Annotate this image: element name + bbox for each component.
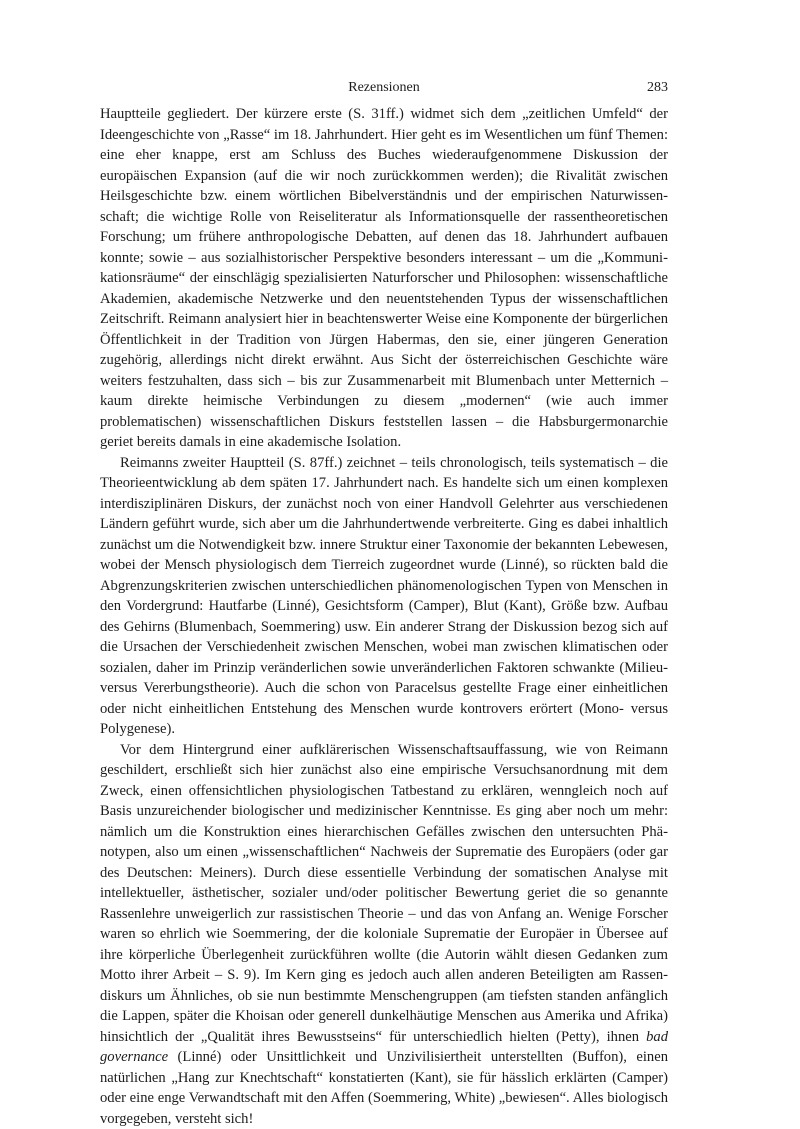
running-header	[100, 78, 668, 98]
paragraph-3-text-before: Vor dem Hintergrund einer aufklärerischen Wissenschaftsauffassung, wie von Reimann geschildert, erschließt sich hier zunächst also eine empirische Versuchsanordnung mit dem Zweck, einen offensichtlichen physiologischen Tatbestand zu erklären, wenngleich noch auf Basis unzureichender biologischer und medizinischer Kenntnisse. Es ging aber noch um mehr: nämlich um die Konstruktion eines hierarchischen Gefälles zwischen den untersuchten Phänotypen, also um einen „wissenschaftlichen“ Nachweis der Suprematie des Europäers (oder gar des Deutschen: Meiners). Durch diese essentielle Verbindung der somatischen Analyse mit intellektueller, ästhetischer, sozialer und/oder politischer Bewertung geriet die so genannte Rassenlehre unweigerlich zur rassistischen Theorie – und das von Anfang an. Wenige Forscher waren so ehrlich wie Soemmering, der die koloniale Suprematie der Europäer in Übersee auf ihre körperliche Überlegenheit zurückführen wollte (die Autorin wählt diesen Gedanken zum Motto ihrer Arbeit – S. 9). Im Kern ging es jedoch auch allen anderen Beteiligten am Rassendiskurs um Ähnliches, ob sie nun bestimmte Menschengruppen (am tiefsten standen anfänglich die Lappen, später die Khoisan oder generell dunkelhäutige Menschen aus Amerika und Afrika) hinsichtlich der „Qualität ihres Bewusstseins“ für unterschiedlich hielten (Petty), ihnen	[100, 741, 668, 1045]
paragraph-3-italic-term: bad governance	[100, 1028, 668, 1065]
paragraph-3	[100, 740, 668, 1129]
document-page	[100, 78, 668, 1129]
running-title: Rezensionen	[348, 80, 420, 95]
paragraph-3-text-after: (Linné) oder Unsittlichkeit und Unzivilisiertheit unterstellten (Buffon), einen natürlichen „Hang zur Knechtschaft“ konstatierten (Kant), sie für hässlich erklärten (Camper) oder eine enge Verwandtschaft mit den Affen (Soemmering, White) „bewiesen“. Alles biologisch vorgegeben, versteht sich!	[100, 1049, 668, 1127]
paragraph-1: Hauptteile gegliedert. Der kürzere erste (S. 31ff.) widmet sich dem „zeitlichen Umfeld“ der Ideengeschichte von „Rasse“ im 18. Jahrhundert. Hier geht es im Wesentlichen um fünf Themen: eine eher knappe, erst am Schluss des Buches wiederaufgenommene Diskussion der europäischen Expansion (auf die wir noch zurückkommen werden); die Rivalität zwischen Heilsgeschichte bzw. einem wörtlichen Bibelverständnis und der empirischen Naturwissenschaft; die wichtige Rolle von Reiseliteratur als Informationsquelle der rassentheoretischen Forschung; um frühere anthropologische Debatten, auf denen das 18. Jahrhundert aufbauen konnte; sowie – aus sozialhistorischer Perspektive besonders interessant – um die „Kommunikationsräume“ der einschlägig spezialisierten Naturforscher und Philosophen: wissenschaftliche Akademien, akademische Netzwerke und den neuentstehenden Typus der wissenschaftlichen Zeitschrift. Reimann analysiert hier in beachtenswerter Weise eine Komponente der bürgerlichen Öffentlichkeit in der Tradition von Jürgen Habermas, den sie, einer jüngeren Generation zugehörig, allerdings nicht direkt erwähnt. Aus Sicht der österreichischen Geschichte wäre weiters festzuhalten, dass sich – bis zur Zusammenarbeit mit Blumenbach unter Metternich – kaum direkte heimische Verbindungen zu diesem „modernen“ (wie auch immer problematischen) wissenschaftlichen Diskurs feststellen lassen – die Habsburgermonarchie geriet bereits damals in eine akademische Isolation.	[100, 106, 668, 450]
body-text	[100, 104, 668, 1129]
paragraph-2: Reimanns zweiter Hauptteil (S. 87ff.) zeichnet – teils chronologisch, teils systematisch – die Theorieentwicklung ab dem späten 17. Jahrhundert nach. Es handelte sich um einen komplexen interdisziplinären Diskurs, der zunächst noch von einer Handvoll Gelehrter aus verschiedenen Ländern geführt wurde, sich aber um die Jahrhundertwende verbreiterte. Ging es dabei inhaltlich zunächst um die Notwendigkeit bzw. innere Struktur einer Taxonomie der bekannten Lebewesen, wobei der Mensch physiologisch dem Tierreich zugeordnet wurde (Linné), so rückten bald die Abgrenzungskriterien zwischen unterschiedlichen phänomenologischen Typen von Menschen in den Vordergrund: Hautfarbe (Linné), Gesichtsform (Camper), Blut (Kant), Größe bzw. Aufbau des Gehirns (Blumenbach, Soemmering) usw. Ein anderer Strang der Diskussion bezog sich auf die Ursachen der Verschiedenheit zwischen Menschen, wobei man zwischen klimatischen oder sozialen, daher im Prinzip veränderlichen sowie unveränderlichen Faktoren schwankte (Milieu- versus Vererbungstheorie). Auch die schon von Paracelsus gestellte Frage einer einheitlichen oder nicht einheitlichen Entstehung des Menschen wurde kontrovers erörtert (Mono- versus Polygenese).	[100, 454, 668, 737]
page-number: 283	[647, 80, 668, 95]
